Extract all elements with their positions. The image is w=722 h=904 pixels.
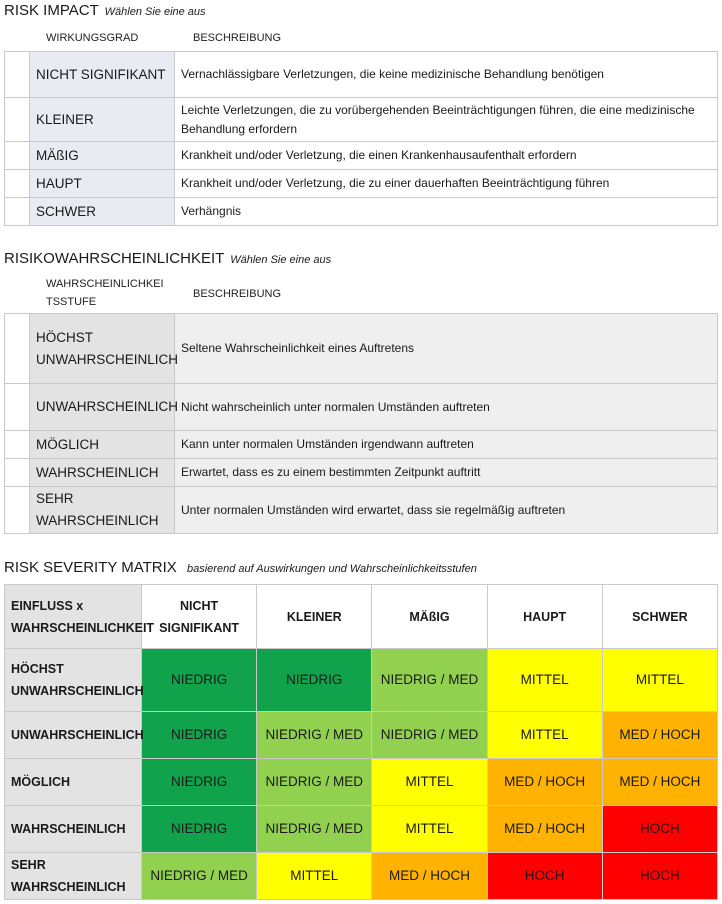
matrix-cell: MITTEL bbox=[372, 806, 487, 853]
impact-desc: Verhängnis bbox=[175, 198, 718, 226]
matrix-cell: NIEDRIG / MED bbox=[257, 806, 372, 853]
probability-col-desc-header: BESCHREIBUNG bbox=[193, 288, 282, 300]
matrix-col-header: KLEINER bbox=[257, 585, 372, 649]
matrix-row-header: WAHRSCHEINLICH bbox=[5, 806, 142, 853]
matrix-col-header: HAUPT bbox=[487, 585, 602, 649]
matrix-cell: MITTEL bbox=[487, 712, 602, 759]
probability-col-level-line2: TSSTUFE bbox=[46, 296, 97, 308]
impact-checkbox[interactable] bbox=[5, 98, 30, 142]
impact-row[interactable] bbox=[5, 52, 718, 98]
probability-level: UNWAHRSCHEINLICH bbox=[30, 384, 175, 431]
matrix-row bbox=[5, 853, 718, 900]
matrix-row bbox=[5, 759, 718, 806]
impact-checkbox[interactable] bbox=[5, 52, 30, 98]
matrix-corner-label: EINFLUSS x WAHRSCHEINLICHKEIT bbox=[5, 585, 142, 649]
impact-checkbox[interactable] bbox=[5, 198, 30, 226]
impact-desc: Krankheit und/oder Verletzung, die zu einer dauerhaften Beeinträchtigung führen bbox=[175, 170, 718, 198]
impact-row[interactable] bbox=[5, 142, 718, 170]
impact-checkbox[interactable] bbox=[5, 170, 30, 198]
impact-checkbox[interactable] bbox=[5, 142, 30, 170]
impact-desc: Vernachlässigbare Verletzungen, die keine medizinische Behandlung benötigen bbox=[175, 52, 718, 98]
impact-hint: Wählen Sie eine aus bbox=[104, 6, 206, 18]
matrix-cell: NIEDRIG bbox=[142, 649, 257, 712]
probability-level: HÖCHST UNWAHRSCHEINLICH bbox=[30, 314, 175, 384]
probability-checkbox[interactable] bbox=[5, 431, 30, 459]
matrix-cell: NIEDRIG / MED bbox=[257, 759, 372, 806]
probability-row[interactable] bbox=[5, 431, 718, 459]
matrix-col-header: SCHWER bbox=[602, 585, 717, 649]
impact-row[interactable] bbox=[5, 198, 718, 226]
impact-desc: Leichte Verletzungen, die zu vorübergehenden Beeinträchtigungen führen, die eine medizinische Behandlung erfordern bbox=[175, 98, 718, 142]
matrix-row bbox=[5, 712, 718, 759]
impact-row[interactable] bbox=[5, 98, 718, 142]
impact-table bbox=[4, 51, 718, 226]
matrix-row-header: UNWAHRSCHEINLICH bbox=[5, 712, 142, 759]
matrix-cell: NIEDRIG / MED bbox=[257, 712, 372, 759]
probability-col-level-header bbox=[46, 277, 164, 310]
probability-level: SEHR WAHRSCHEINLICH bbox=[30, 487, 175, 534]
impact-level: SCHWER bbox=[30, 198, 175, 226]
impact-col-desc-header: BESCHREIBUNG bbox=[193, 32, 282, 44]
probability-row[interactable] bbox=[5, 487, 718, 534]
probability-row[interactable] bbox=[5, 384, 718, 431]
matrix-cell: NIEDRIG bbox=[142, 806, 257, 853]
probability-desc: Nicht wahrscheinlich unter normalen Umständen auftreten bbox=[175, 384, 718, 431]
matrix-cell: MED / HOCH bbox=[602, 712, 717, 759]
matrix-cell: MITTEL bbox=[372, 759, 487, 806]
probability-section-title bbox=[4, 250, 331, 267]
probability-row[interactable] bbox=[5, 459, 718, 487]
matrix-cell: MITTEL bbox=[602, 649, 717, 712]
probability-hint: Wählen Sie eine aus bbox=[230, 254, 332, 266]
probability-checkbox[interactable] bbox=[5, 314, 30, 384]
matrix-cell: NIEDRIG / MED bbox=[372, 712, 487, 759]
probability-title: RISIKOWAHRSCHEINLICHKEIT bbox=[4, 250, 225, 267]
matrix-cell: NIEDRIG / MED bbox=[142, 853, 257, 900]
matrix-row bbox=[5, 649, 718, 712]
probability-col-level-line1: WAHRSCHEINLICHKEI bbox=[46, 278, 164, 290]
probability-desc: Seltene Wahrscheinlichkeit eines Auftretens bbox=[175, 314, 718, 384]
matrix-title: RISK SEVERITY MATRIX bbox=[4, 559, 177, 576]
matrix-cell: HOCH bbox=[487, 853, 602, 900]
probability-level: WAHRSCHEINLICH bbox=[30, 459, 175, 487]
impact-level: HAUPT bbox=[30, 170, 175, 198]
matrix-cell: MITTEL bbox=[487, 649, 602, 712]
matrix-cell: MED / HOCH bbox=[372, 853, 487, 900]
probability-desc: Erwartet, dass es zu einem bestimmten Zeitpunkt auftritt bbox=[175, 459, 718, 487]
impact-section-title bbox=[4, 2, 206, 19]
matrix-hint: basierend auf Auswirkungen und Wahrscheinlichkeitsstufen bbox=[187, 563, 477, 575]
probability-level: MÖGLICH bbox=[30, 431, 175, 459]
matrix-row-header: SEHR WAHRSCHEINLICH bbox=[5, 853, 142, 900]
matrix-cell: MED / HOCH bbox=[602, 759, 717, 806]
matrix-header-row bbox=[5, 585, 718, 649]
probability-desc: Unter normalen Umständen wird erwartet, dass sie regelmäßig auftreten bbox=[175, 487, 718, 534]
matrix-cell: MED / HOCH bbox=[487, 759, 602, 806]
probability-row[interactable] bbox=[5, 314, 718, 384]
impact-level: KLEINER bbox=[30, 98, 175, 142]
matrix-cell: NIEDRIG bbox=[142, 712, 257, 759]
probability-table bbox=[4, 313, 718, 534]
matrix-cell: NIEDRIG bbox=[257, 649, 372, 712]
matrix-cell: MITTEL bbox=[257, 853, 372, 900]
impact-title: RISK IMPACT bbox=[4, 2, 99, 19]
probability-desc: Kann unter normalen Umständen irgendwann auftreten bbox=[175, 431, 718, 459]
matrix-cell: MED / HOCH bbox=[487, 806, 602, 853]
matrix-col-header: MÄßIG bbox=[372, 585, 487, 649]
impact-desc: Krankheit und/oder Verletzung, die einen Krankenhausaufenthalt erfordern bbox=[175, 142, 718, 170]
matrix-cell: NIEDRIG / MED bbox=[372, 649, 487, 712]
matrix-row-header: HÖCHST UNWAHRSCHEINLICH bbox=[5, 649, 142, 712]
risk-severity-matrix bbox=[4, 584, 718, 900]
matrix-section-title bbox=[4, 559, 477, 576]
probability-checkbox[interactable] bbox=[5, 487, 30, 534]
probability-checkbox[interactable] bbox=[5, 459, 30, 487]
probability-checkbox[interactable] bbox=[5, 384, 30, 431]
matrix-row-header: MÖGLICH bbox=[5, 759, 142, 806]
matrix-cell: NIEDRIG bbox=[142, 759, 257, 806]
matrix-col-header: NICHT SIGNIFIKANT bbox=[142, 585, 257, 649]
impact-level: MÄßIG bbox=[30, 142, 175, 170]
matrix-cell: HOCH bbox=[602, 806, 717, 853]
impact-row[interactable] bbox=[5, 170, 718, 198]
impact-col-level-header: WIRKUNGSGRAD bbox=[46, 32, 139, 44]
impact-level: NICHT SIGNIFIKANT bbox=[30, 52, 175, 98]
matrix-cell: HOCH bbox=[602, 853, 717, 900]
matrix-row bbox=[5, 806, 718, 853]
